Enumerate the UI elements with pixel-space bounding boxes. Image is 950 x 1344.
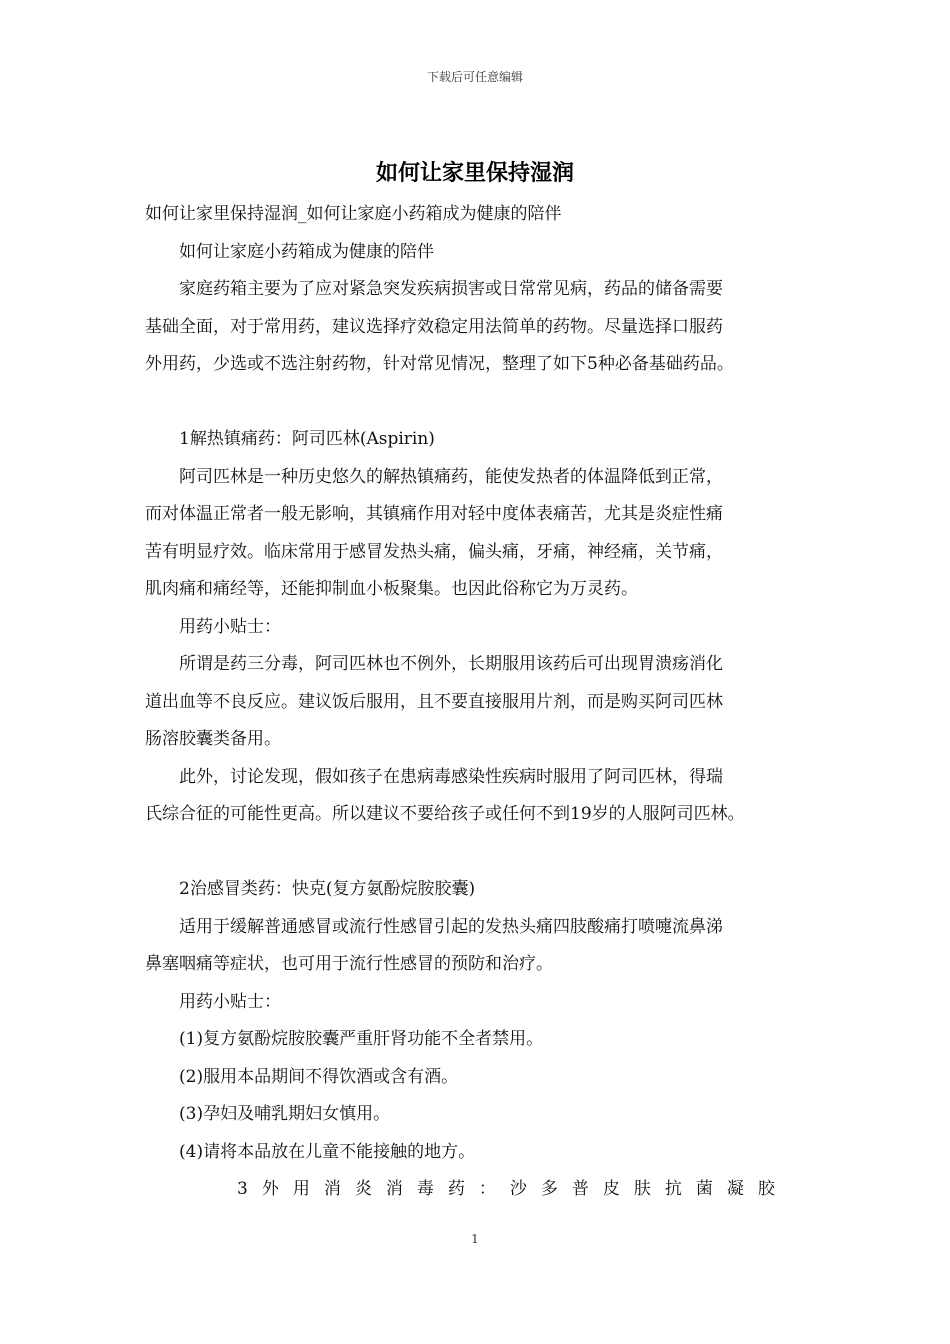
intro-heading: 如何让家庭小药箱成为健康的陪伴 <box>179 241 434 262</box>
intro-line: 基础全面，对于常用药，建议选择疗效稳定用法简单的药物。尽量选择口服药 <box>145 316 723 337</box>
section2-tips-label: 用药小贴士： <box>179 991 281 1012</box>
section1-para3-line: 此外，讨论发现，假如孩子在患病毒感染性疾病时服用了阿司匹林，得瑞 <box>179 766 723 787</box>
intro-line: 家庭药箱主要为了应对紧急突发疾病损害或日常常见病，药品的储备需要 <box>179 279 723 299</box>
section2-tip-item: (3)孕妇及哺乳期妇女慎用。 <box>179 1104 391 1124</box>
page-header-note: 下载后可任意编辑 <box>426 70 523 84</box>
document-body <box>145 196 810 1209</box>
document-subtitle: 如何让家里保持湿润_如何让家庭小药箱成为健康的陪伴 <box>145 204 562 224</box>
page-number: 1 <box>471 1232 479 1246</box>
section1-para1-line: 而对体温正常者一般无影响，其镇痛作用对轻中度体表痛苦，尤其是炎症性痛 <box>145 504 723 524</box>
section1-para2-line: 道出血等不良反应。建议饭后服用，且不要直接服用片剂，而是购买阿司匹林 <box>145 691 723 712</box>
section1-heading: 1解热镇痛药：阿司匹林(Aspirin) <box>179 429 435 449</box>
section2-tip-item: (2)服用本品期间不得饮酒或含有酒。 <box>179 1066 459 1087</box>
section1-para2-line: 肠溶胶囊类备用。 <box>145 729 281 749</box>
section2-para1-line: 鼻塞咽痛等症状，也可用于流行性感冒的预防和治疗。 <box>145 954 553 974</box>
section1-para2-line: 所谓是药三分毒，阿司匹林也不例外，长期服用该药后可出现胃溃疡消化 <box>179 654 723 674</box>
section1-tips-label: 用药小贴士： <box>179 616 281 637</box>
section1-para1-line: 苦有明显疗效。临床常用于感冒发热头痛，偏头痛，牙痛，神经痛，关节痛， <box>145 541 723 562</box>
section2-tip-item: (1)复方氨酚烷胺胶囊严重肝肾功能不全者禁用。 <box>179 1029 544 1049</box>
section1-para1-line: 阿司匹林是一种历史悠久的解热镇痛药，能使发热者的体温降低到正常， <box>179 466 723 487</box>
section1-para3-line: 氏综合征的可能性更高。所以建议不要给孩子或任何不到19岁的人服阿司匹林。 <box>145 804 745 824</box>
section2-heading: 2治感冒类药：快克(复方氨酚烷胺胶囊) <box>179 879 476 899</box>
section2-tip-item: (4)请将本品放在儿童不能接触的地方。 <box>179 1141 476 1162</box>
section2-para1-line: 适用于缓解普通感冒或流行性感冒引起的发热头痛四肢酸痛打喷嚏流鼻涕 <box>179 916 723 937</box>
intro-line: 外用药，少选或不选注射药物，针对常见情况，整理了如下5种必备基础药品。 <box>145 354 734 374</box>
document-title: 如何让家里保持湿润 <box>375 160 574 186</box>
section1-para1-line: 肌肉痛和痛经等，还能抑制血小板聚集。也因此俗称它为万灵药。 <box>145 579 638 599</box>
section3-heading: 3外用消炎消毒药：沙多普皮肤抗菌凝胶 <box>237 1179 789 1199</box>
